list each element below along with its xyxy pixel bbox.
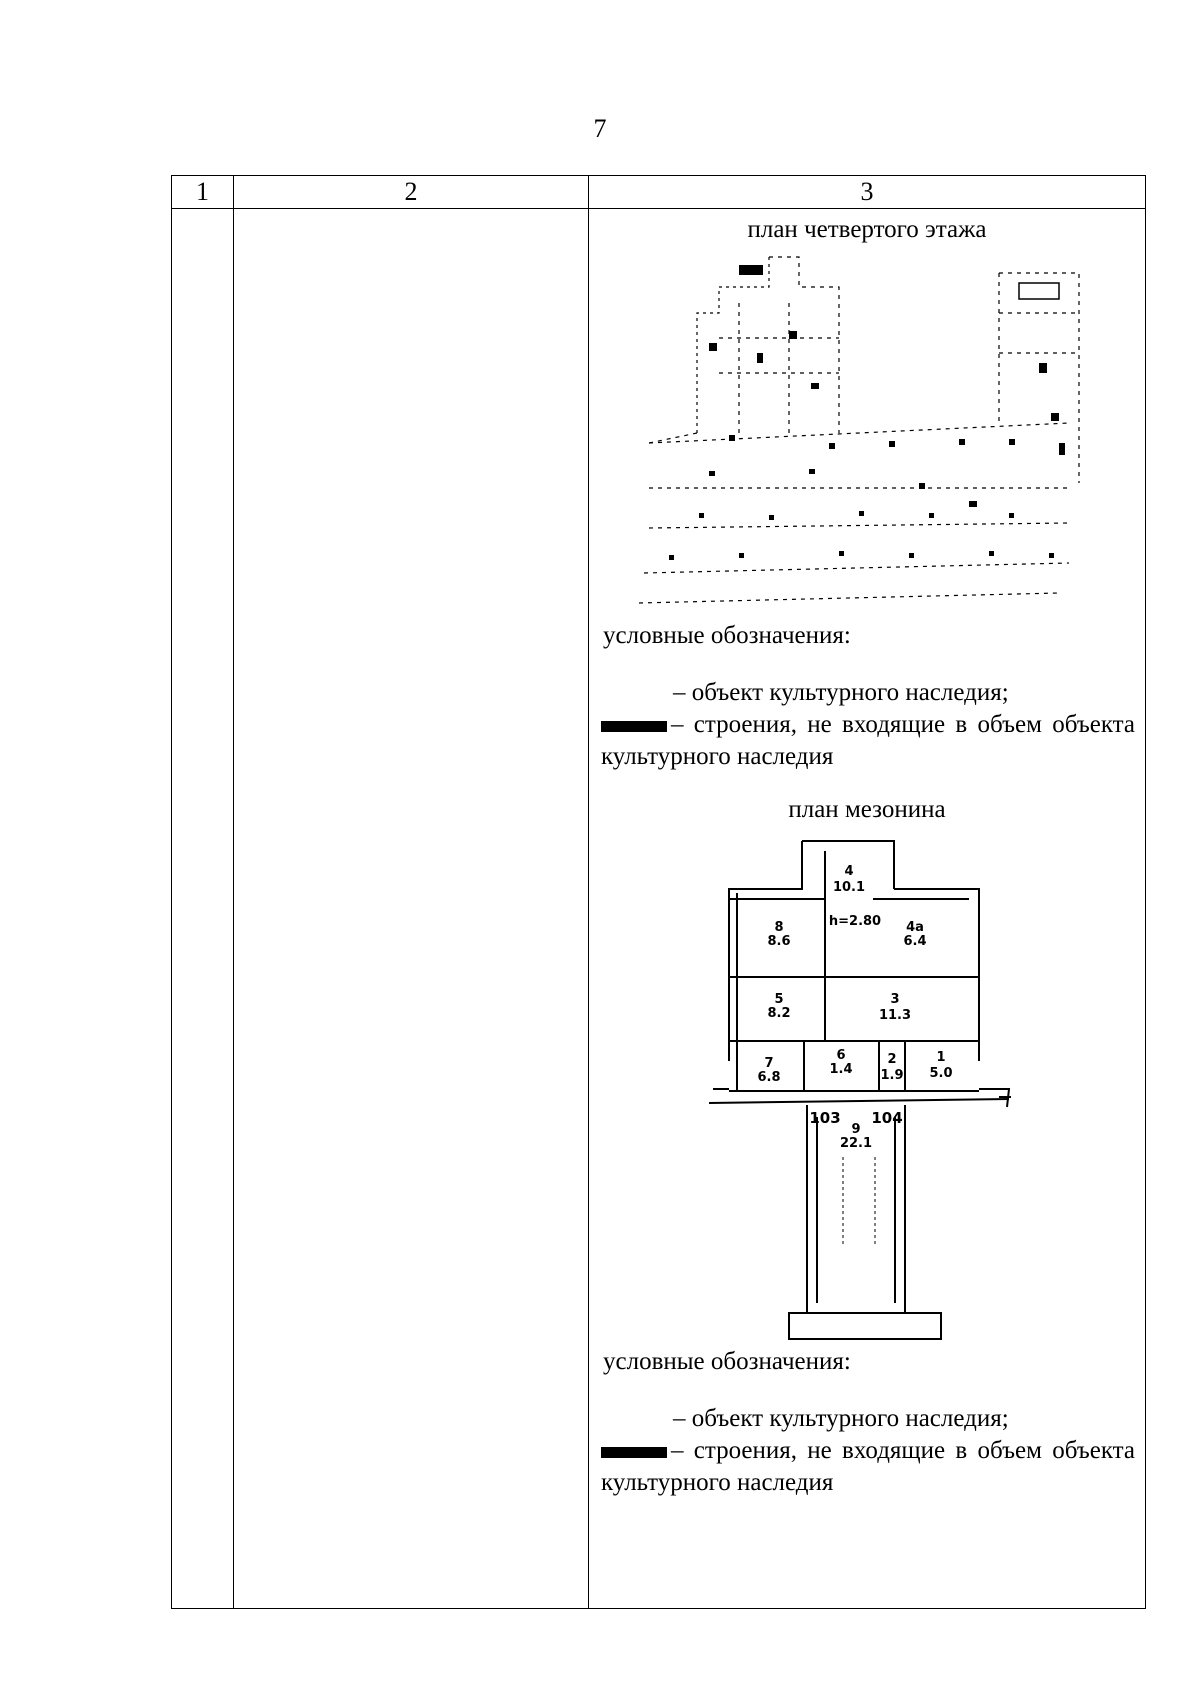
legend-heading: условные обозначения: bbox=[603, 1348, 851, 1375]
legend-item-heritage: – объект культурного наследия; bbox=[673, 1405, 1009, 1432]
mezzanine-plan-title: план мезонина bbox=[788, 796, 946, 823]
column-header-1: 1 bbox=[172, 176, 234, 209]
room-6-label: 6 bbox=[836, 1048, 846, 1063]
legend-item-heritage: – объект культурного наследия; bbox=[673, 679, 1009, 706]
room-6-area: 1.4 bbox=[829, 1062, 853, 1077]
room-2-label: 2 bbox=[887, 1052, 897, 1067]
room-7-area: 6.8 bbox=[757, 1070, 781, 1085]
ceiling-height-label: h=2.80 bbox=[828, 914, 882, 929]
page-number: 7 bbox=[593, 114, 607, 143]
room-1-label: 1 bbox=[936, 1050, 946, 1065]
room-9-area: 22.1 bbox=[839, 1136, 873, 1151]
black-swatch-icon bbox=[601, 721, 667, 732]
room-9-label: 9 bbox=[851, 1122, 861, 1137]
room-4a-area: 6.4 bbox=[903, 934, 927, 949]
document-table bbox=[171, 175, 1146, 1609]
black-swatch-icon bbox=[601, 1447, 667, 1458]
room-104-label: 104 bbox=[871, 1109, 903, 1127]
room-4-label: 4 bbox=[844, 864, 854, 879]
table-row bbox=[172, 209, 1146, 1609]
room-8-label: 8 bbox=[774, 920, 784, 935]
room-8-area: 8.6 bbox=[767, 934, 791, 949]
room-3-area: 11.3 bbox=[878, 1008, 912, 1023]
room-3-label: 3 bbox=[890, 992, 900, 1007]
room-103-label: 103 bbox=[809, 1109, 841, 1127]
room-2-area: 1.9 bbox=[880, 1068, 904, 1083]
legend-heading: условные обозначения: bbox=[603, 622, 851, 649]
table-header-row bbox=[172, 176, 1146, 209]
room-4-area: 10.1 bbox=[832, 880, 866, 895]
legend-item-other-buildings: – строения, не входящие в объем объекта культурного наследия bbox=[601, 711, 1135, 770]
mezzanine-plan-drawing bbox=[589, 827, 1146, 1347]
column-header-2: 2 bbox=[234, 176, 589, 209]
legend-item-other-buildings: – строения, не входящие в объем объекта культурного наследия bbox=[601, 1437, 1135, 1496]
column-header-3: 3 bbox=[589, 176, 1146, 209]
cell-col-1 bbox=[172, 209, 234, 1609]
room-4a-label: 4a bbox=[906, 920, 924, 935]
room-5-area: 8.2 bbox=[767, 1006, 791, 1021]
cell-col-3 bbox=[589, 209, 1146, 1609]
fourth-floor-plan-title: план четвертого этажа bbox=[747, 216, 987, 243]
room-7-label: 7 bbox=[764, 1056, 774, 1071]
fourth-floor-plan-drawing bbox=[589, 243, 1146, 613]
room-1-area: 5.0 bbox=[929, 1066, 953, 1081]
room-5-label: 5 bbox=[774, 992, 784, 1007]
cell-col-2 bbox=[234, 209, 589, 1609]
